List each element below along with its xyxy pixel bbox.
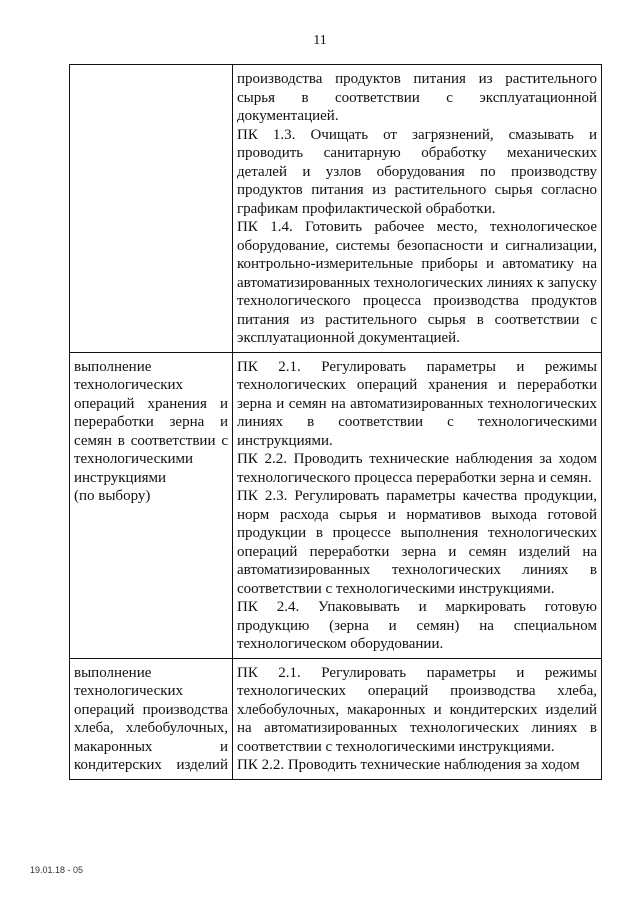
competency-paragraph: производства продуктов питания из растительного сырья в соответствии с эксплуатационной документацией. [237,71,597,124]
activity-line: переработки зерна и [74,414,228,430]
table-row [70,65,602,353]
activity-cell [70,65,233,353]
competency-paragraph: ПК 2.2. Проводить технические наблюдения за ходом технологического процесса переработки зерна и семян. [237,451,597,486]
activity-line: семян в соответствии с [74,432,228,449]
competency-paragraph: ПК 2.2. Проводить технические наблюдения за ходом [237,757,580,773]
competency-paragraph: ПК 1.4. Готовить рабочее место, технологическое оборудование, системы безопасности и сигнализации, контрольно-измерительные приборы и автоматику на автоматизированных технологических линиях к запуску технологического процесса производства продуктов питания из растительного сырья в соответствии с эксплуатационной документацией. [237,219,597,346]
competency-paragraph: ПК 2.1. Регулировать параметры и режимы технологических операций производства хлеба, хлебобулочных, макаронных и кондитерских изделий на автоматизированных технологических линиях в соответствии с технологическими инструкциями. [237,664,597,755]
table-row [70,352,602,658]
competency-cell [233,65,602,353]
competency-table [69,64,602,780]
competency-paragraph: ПК 2.3. Регулировать параметры качества продукции, норм расхода сырья и нормативов выхода готовой продукции в процессе выполнения технологических операций переработки зерна и семян изделий на автоматизированных технологических линиях в соответствии с технологическими инструкциями. [237,488,597,597]
competency-paragraph: ПК 1.3. Очищать от загрязнений, смазывать и проводить санитарную обработку механических деталей и узлов оборудования по производству продуктов питания из растительного сырья согласно графикам профилактической обработки. [237,126,597,217]
competency-paragraph: ПК 2.4. Упаковывать и маркировать готовую продукцию (зерна и семян) на специальном технологическом оборудовании. [237,599,597,652]
activity-line: инструкциями [74,469,167,486]
activity-line: хлеба, хлебобулочных, [74,720,228,736]
activity-line: технологических [74,377,184,393]
competency-cell [233,352,602,658]
page-number: 11 [313,33,327,48]
activity-line: макаронных и [74,738,228,755]
activity-line: выполнение [74,358,152,375]
activity-line: выполнение [74,664,152,681]
footer-code: 19.01.18 - 05 [30,865,84,875]
competency-cell [233,658,602,779]
activity-line: операций хранения и [74,395,228,412]
activity-cell [70,352,233,658]
activity-line: операций производства [74,701,228,718]
activity-line: (по выбору) [74,488,151,504]
competency-paragraph: ПК 2.1. Регулировать параметры и режимы технологических операций хранения и переработки зерна и семян на автоматизированных технологических линиях в соответствии с технологическими инструкциями. [237,358,597,449]
table-row [70,658,602,779]
activity-cell [70,658,233,779]
activity-line: технологических [74,683,184,699]
activity-line: технологическими [74,451,194,467]
activity-line: кондитерских изделий [74,757,228,773]
